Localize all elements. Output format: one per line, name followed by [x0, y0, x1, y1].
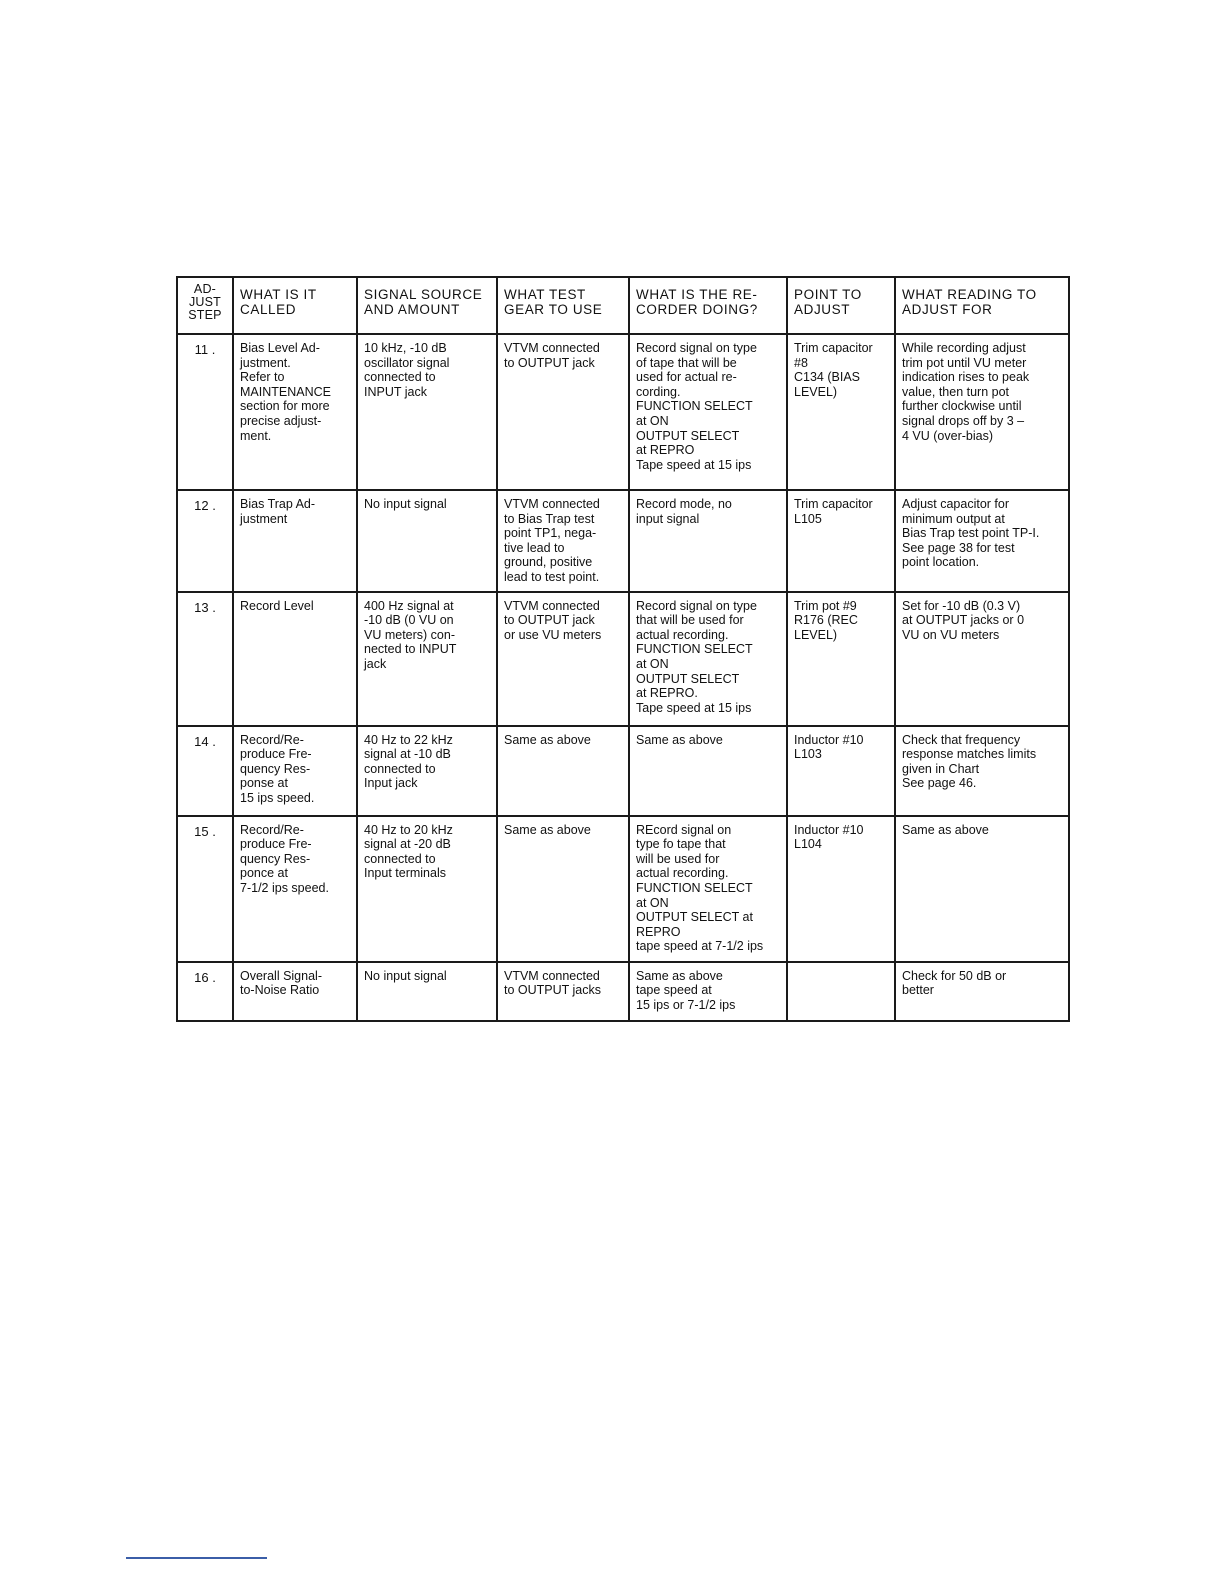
cell-source: 10 kHz, -10 dB oscillator signal connected to INPUT jack	[357, 334, 497, 490]
cell-step: 15 .	[177, 816, 233, 962]
cell-source: No input signal	[357, 490, 497, 592]
cell-point: Trim capacitor #8 C134 (BIAS LEVEL)	[787, 334, 895, 490]
header-test-gear: WHAT TEST GEAR TO USE	[497, 277, 629, 334]
footer-divider-line	[126, 1557, 267, 1559]
header-what-called: WHAT IS IT CALLED	[233, 277, 357, 334]
cell-source: 400 Hz signal at -10 dB (0 VU on VU meters) con- nected to INPUT jack	[357, 592, 497, 726]
cell-gear: Same as above	[497, 726, 629, 816]
header-recorder-doing: WHAT IS THE RE- CORDER DOING?	[629, 277, 787, 334]
cell-doing: Record mode, no input signal	[629, 490, 787, 592]
adjustment-table	[176, 276, 1070, 1022]
cell-point: Trim pot #9 R176 (REC LEVEL)	[787, 592, 895, 726]
table-row	[177, 726, 1069, 816]
table-header	[177, 277, 1069, 334]
cell-doing: Same as above tape speed at 15 ips or 7-1/2 ips	[629, 962, 787, 1021]
cell-reading: While recording adjust trim pot until VU meter indication rises to peak value, then turn pot further clockwise until signal drops off by 3 – 4 VU (over-bias)	[895, 334, 1069, 490]
cell-gear: VTVM connected to OUTPUT jack	[497, 334, 629, 490]
cell-called: Record/Re- produce Fre- quency Res- ponse at 15 ips speed.	[233, 726, 357, 816]
table-body	[177, 334, 1069, 1021]
cell-step: 11 .	[177, 334, 233, 490]
table-row	[177, 816, 1069, 962]
cell-step: 12 .	[177, 490, 233, 592]
cell-doing: Record signal on type that will be used for actual recording. FUNCTION SELECT at ON OUTPUT SELECT at REPRO. Tape speed at 15 ips	[629, 592, 787, 726]
cell-point: Inductor #10 L104	[787, 816, 895, 962]
cell-gear: VTVM connected to Bias Trap test point TP1, nega- tive lead to ground, positive lead to test point.	[497, 490, 629, 592]
cell-reading: Check that frequency response matches limits given in Chart See page 46.	[895, 726, 1069, 816]
cell-doing: REcord signal on type fo tape that will be used for actual recording. FUNCTION SELECT at ON OUTPUT SELECT at REPRO tape speed at 7-1/2 ips	[629, 816, 787, 962]
cell-source: 40 Hz to 20 kHz signal at -20 dB connected to Input terminals	[357, 816, 497, 962]
table-row	[177, 962, 1069, 1021]
table-row	[177, 592, 1069, 726]
cell-gear: Same as above	[497, 816, 629, 962]
cell-point: Trim capacitor L105	[787, 490, 895, 592]
cell-step: 16 .	[177, 962, 233, 1021]
cell-reading: Adjust capacitor for minimum output at Bias Trap test point TP-I. See page 38 for test point location.	[895, 490, 1069, 592]
cell-source: No input signal	[357, 962, 497, 1021]
cell-called: Overall Signal- to-Noise Ratio	[233, 962, 357, 1021]
header-point-to-adjust: POINT TO ADJUST	[787, 277, 895, 334]
cell-doing: Record signal on type of tape that will be used for actual re- cording. FUNCTION SELECT at ON OUTPUT SELECT at REPRO Tape speed at 15 ips	[629, 334, 787, 490]
header-reading: WHAT READING TO ADJUST FOR	[895, 277, 1069, 334]
cell-reading: Same as above	[895, 816, 1069, 962]
cell-reading: Set for -10 dB (0.3 V) at OUTPUT jacks or 0 VU on VU meters	[895, 592, 1069, 726]
cell-gear: VTVM connected to OUTPUT jacks	[497, 962, 629, 1021]
cell-reading: Check for 50 dB or better	[895, 962, 1069, 1021]
header-adjust-step: AD- JUST STEP	[177, 277, 233, 334]
cell-called: Record/Re- produce Fre- quency Res- ponce at 7-1/2 ips speed.	[233, 816, 357, 962]
cell-called: Bias Trap Ad- justment	[233, 490, 357, 592]
header-row	[177, 277, 1069, 334]
cell-point: Inductor #10 L103	[787, 726, 895, 816]
table-row	[177, 490, 1069, 592]
cell-step: 13 .	[177, 592, 233, 726]
cell-called: Bias Level Ad- justment. Refer to MAINTENANCE section for more precise adjust- ment.	[233, 334, 357, 490]
cell-doing: Same as above	[629, 726, 787, 816]
cell-gear: VTVM connected to OUTPUT jack or use VU meters	[497, 592, 629, 726]
table-row	[177, 334, 1069, 490]
cell-source: 40 Hz to 22 kHz signal at -10 dB connected to Input jack	[357, 726, 497, 816]
cell-point	[787, 962, 895, 1021]
adjustment-table-container	[176, 276, 1068, 1022]
cell-step: 14 .	[177, 726, 233, 816]
cell-called: Record Level	[233, 592, 357, 726]
header-signal-source: SIGNAL SOURCE AND AMOUNT	[357, 277, 497, 334]
